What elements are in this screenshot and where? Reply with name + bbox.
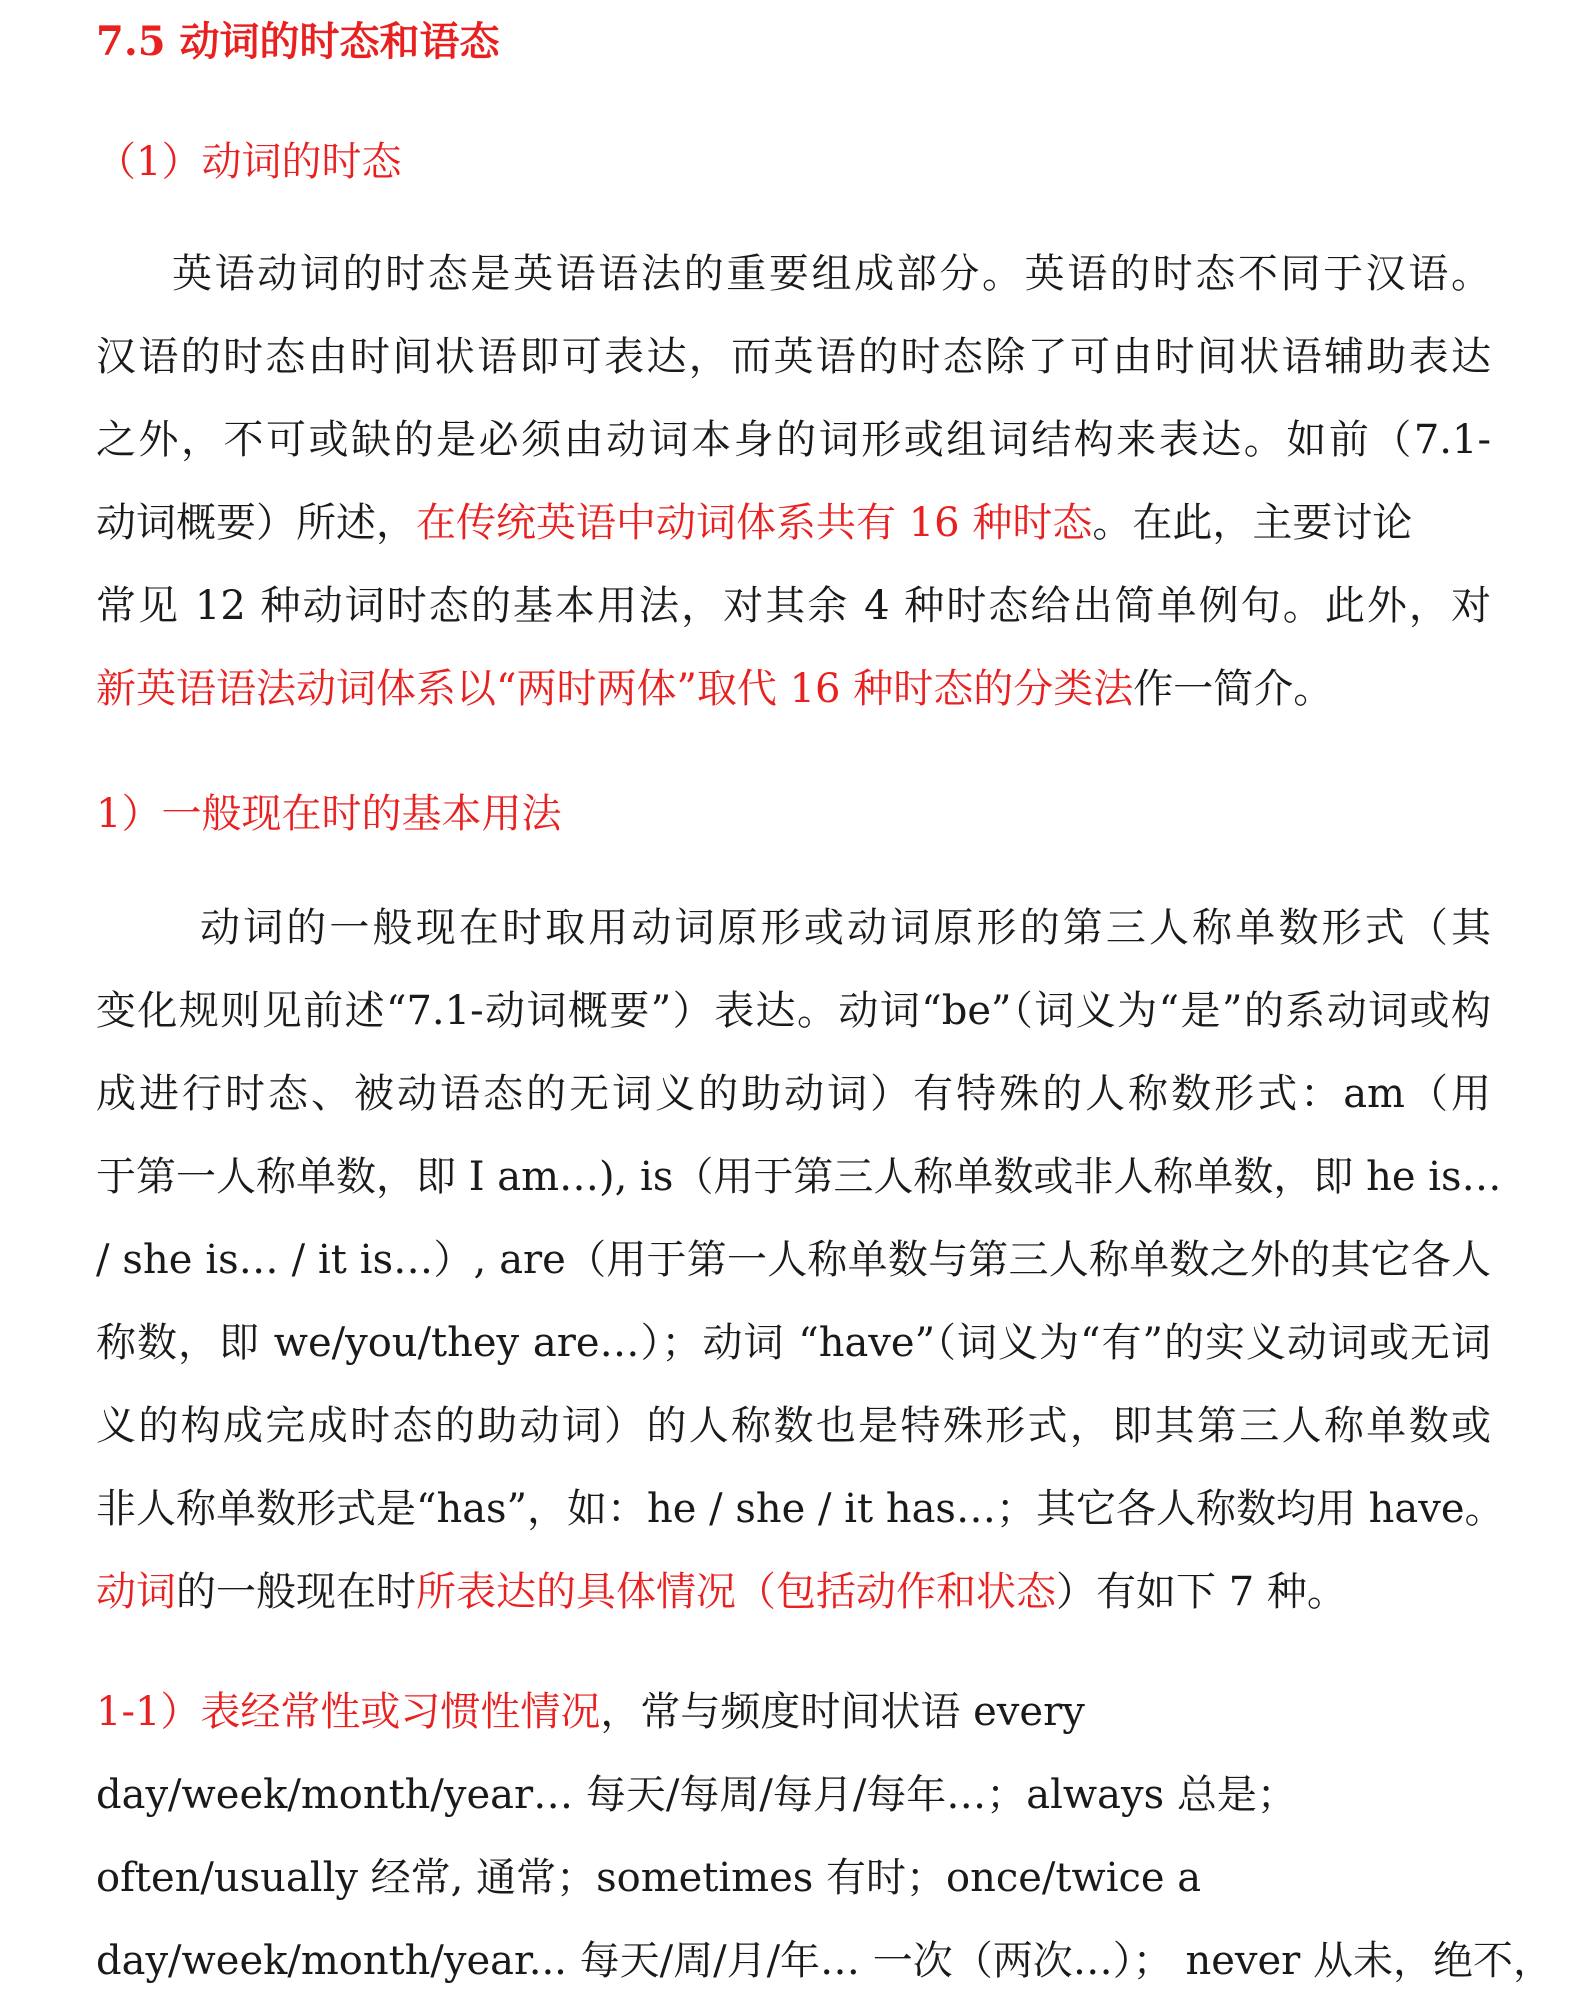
text-run: 作一简介。 <box>1133 666 1334 712</box>
paragraph-line: 变化规则见前述“7.1-动词概要”）表达。动词“be”（词义为“是”的系动词或构 <box>96 988 1491 1034</box>
paragraph-line: 汉语的时态由时间状语即可表达，而英语的时态除了可由时间状语辅助表达 <box>96 334 1491 380</box>
text-run: ）有如下 7 种。 <box>1056 1569 1347 1615</box>
section-title-simple-present: 1）一般现在时的基本用法 <box>96 791 562 837</box>
paragraph-line: 动词的一般现在时取用动词原形或动词原形的第三人称单数形式（其 <box>200 905 1491 951</box>
paragraph-line <box>96 1566 1491 1618</box>
paragraph-line: / she is… / it is…）, are（用于第一人称单数与第三人称单数之外的其它各人 <box>96 1237 1491 1283</box>
page-heading: 7.5 动词的时态和语态 <box>96 18 500 65</box>
highlight-text: 所表达的具体情况（包括动作和状态 <box>416 1569 1056 1615</box>
paragraph-line: 非人称单数形式是“has”，如：he / she / it has…；其它各人称数均用 have。 <box>96 1486 1505 1532</box>
section-title-tense: （1）动词的时态 <box>96 139 402 185</box>
paragraph-line: 常见 12 种动词时态的基本用法，对其余 4 种时态给出简单例句。此外，对 <box>96 583 1491 629</box>
paragraph-line: 称数，即 we/you/they are…）；动词 “have”（词义为“有”的实义动词或无词 <box>96 1320 1491 1366</box>
highlight-text: 新英语语法动词体系以“两时两体”取代 16 种时态的分类法 <box>96 666 1134 712</box>
highlight-text: 在传统英语中动词体系共有 16 种时态 <box>416 500 1093 546</box>
paragraph-line <box>96 497 1491 549</box>
subsection-title: 1-1）表经常性或习惯性情况 <box>96 1689 601 1735</box>
paragraph-line: 成进行时态、被动语态的无词义的助动词）有特殊的人称数形式：am（用 <box>96 1071 1491 1117</box>
paragraph-line: day/week/month/year… 每天/每周/每月/每年…；always 总是； <box>96 1772 1297 1818</box>
paragraph-line: often/usually 经常, 通常；sometimes 有时；once/twice a <box>96 1855 1202 1901</box>
paragraph-line <box>96 663 1491 715</box>
text-run: 的一般现在时 <box>176 1569 416 1615</box>
text-run: 。在此，主要讨论 <box>1092 500 1413 546</box>
paragraph-line: 英语动词的时态是英语语法的重要组成部分。英语的时态不同于汉语。 <box>172 251 1491 297</box>
paragraph-line: 义的构成完成时态的助动词）的人称数也是特殊形式，即其第三人称单数或 <box>96 1403 1491 1449</box>
text-run: ，常与频度时间状语 every <box>600 1689 1085 1735</box>
paragraph-line: 于第一人称单数，即 I am…), is（用于第三人称单数或非人称单数，即 he is… <box>96 1154 1502 1200</box>
subsection-title-line <box>96 1686 1491 1738</box>
text-run: 动词概要）所述， <box>96 500 416 546</box>
paragraph-line: 之外，不可或缺的是必须由动词本身的词形或组词结构来表达。如前（7.1- <box>96 417 1491 463</box>
paragraph-line: day/week/month/year... 每天/周/月/年… 一次（两次…）； never 从未，绝不， <box>96 1938 1554 1984</box>
highlight-text: 动词 <box>96 1569 176 1615</box>
